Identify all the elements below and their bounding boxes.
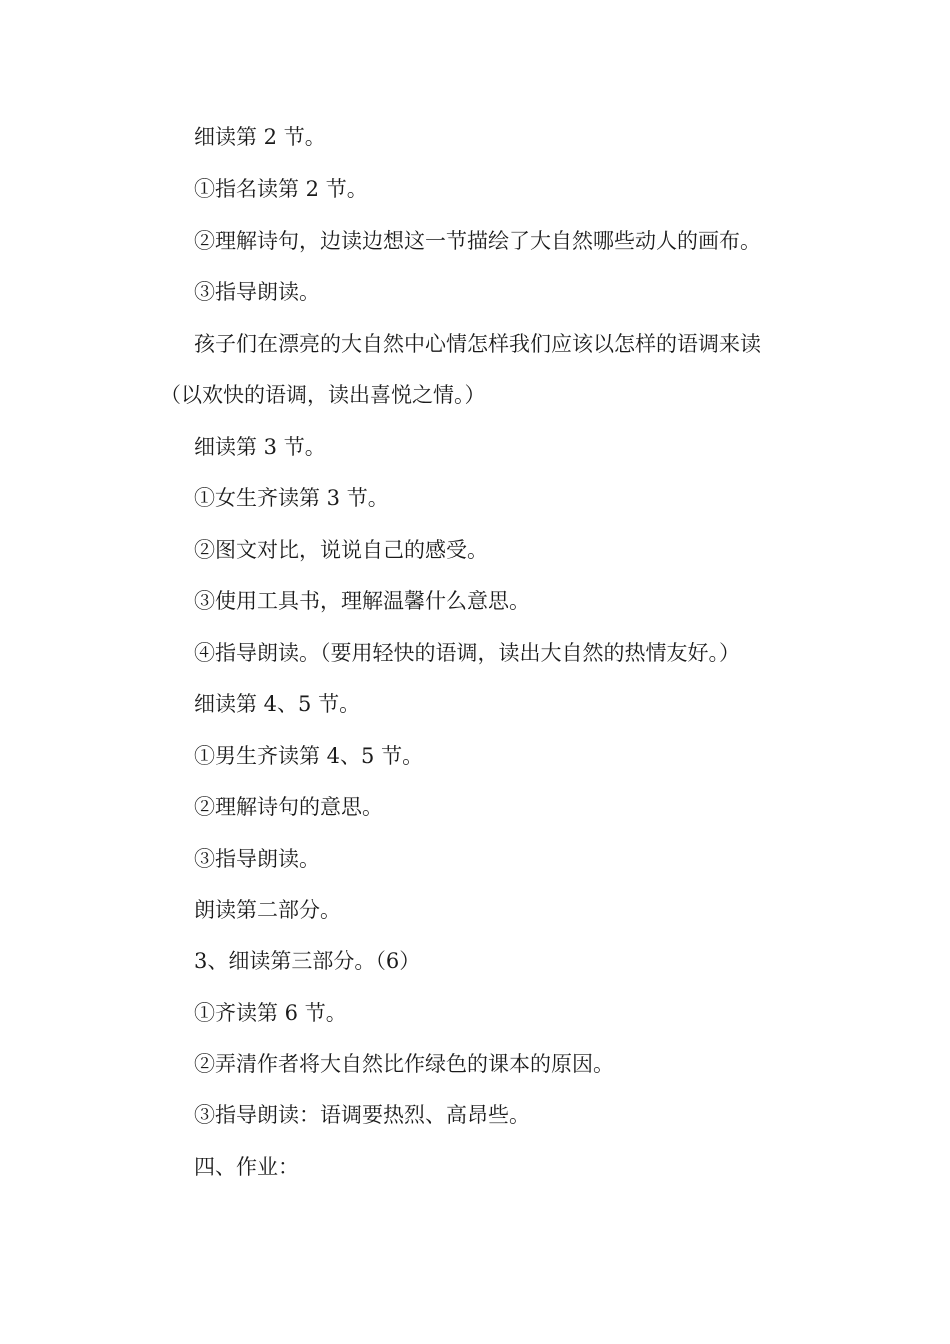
text-line: ④指导朗读。（要用轻快的语调，读出大自然的热情友好。）: [194, 641, 740, 665]
text-line: 细读第 3 节。: [194, 435, 326, 459]
text-line: 孩子们在漂亮的大自然中心情怎样我们应该以怎样的语调来读: [194, 332, 761, 356]
text-line: 朗读第二部分。: [194, 898, 341, 922]
text-line: ①女生齐读第 3 节。: [194, 486, 389, 510]
text-line: ③指导朗读：语调要热烈、高昂些。: [194, 1103, 530, 1127]
text-line: ②理解诗句的意思。: [194, 795, 383, 819]
text-line: ③指导朗读。: [194, 847, 320, 871]
text-line: ②弄清作者将大自然比作绿色的课本的原因。: [194, 1052, 614, 1076]
text-line: 细读第 4、5 节。: [194, 692, 361, 716]
text-line: ②图文对比，说说自己的感受。: [194, 538, 488, 562]
text-line: ③使用工具书，理解温馨什么意思。: [194, 589, 530, 613]
text-line: 3、细读第三部分。（6）: [194, 949, 421, 973]
text-line: 四、作业：: [194, 1155, 299, 1179]
text-line: ②理解诗句，边读边想这一节描绘了大自然哪些动人的画布。: [194, 229, 761, 253]
text-line: ①齐读第 6 节。: [194, 1001, 347, 1025]
text-line: （以欢快的语调，读出喜悦之情。）: [160, 383, 486, 407]
text-line: ③指导朗读。: [194, 280, 320, 304]
text-line: ①男生齐读第 4、5 节。: [194, 744, 424, 768]
text-line: ①指名读第 2 节。: [194, 177, 368, 201]
text-line: 细读第 2 节。: [194, 125, 326, 149]
